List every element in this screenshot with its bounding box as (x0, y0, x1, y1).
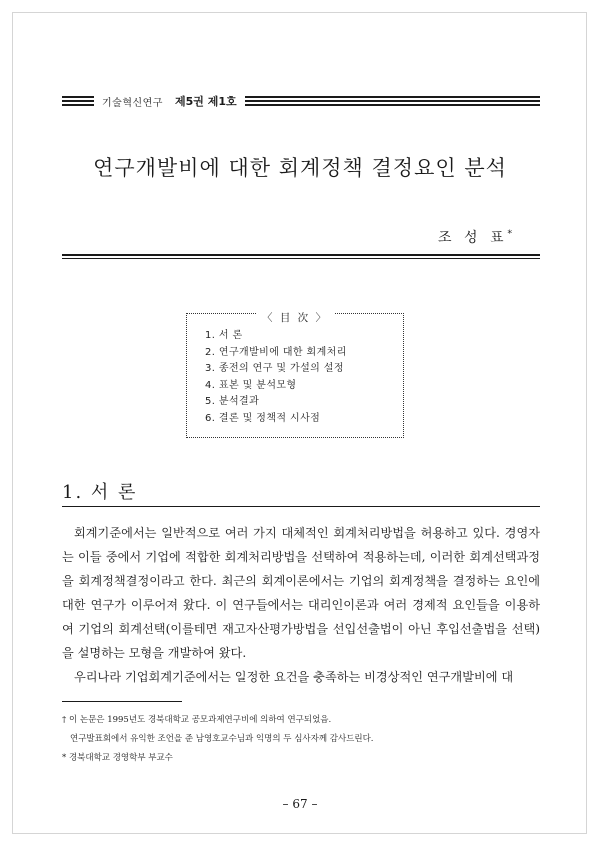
title-rule-thin (62, 258, 540, 259)
footnote-rule (62, 701, 182, 702)
paragraph: 우리나라 기업회계기준에서는 일정한 요건을 충족하는 비경상적인 연구개발비에 대 (74, 670, 514, 684)
author-mark: * (507, 229, 512, 240)
toc-item: 4. 표본 및 분석모형 (205, 379, 297, 391)
journal-name: 기술혁신연구 (102, 97, 163, 109)
author-name: 조 성 표 (438, 230, 508, 246)
section-heading: 1. 서 론 (62, 482, 138, 503)
footnote-affiliation: * 경북대학교 경영학부 부교수 (62, 753, 173, 763)
paragraph: 회계기준에서는 일반적으로 여러 가지 대체적인 회계처리방법을 허용하고 있다. 경영자는 이들 중에서 기업에 적합한 회계처리방법을 선택하여 적용하는데, 이러한 회계선택과정을 회계정책결정이라고 한다. 최근의 회계이론에서는 기업의 회계정책을 결정하는 요인에 대한 연구가 이루어져 왔다. 이 연구들에서는 대리인이론과 여러 경제적 요인들을 이용하여 기업의 회계선택(이를테면 재고자산평가방법을 선입선출법이 아닌 후입선출법을 선택)을 설명하는 모형을 개발하여 왔다. (62, 526, 540, 660)
toc-item: 5. 분석결과 (205, 396, 260, 408)
header-rule-right (245, 96, 540, 106)
toc-item: 1. 서 론 (205, 330, 243, 341)
paper-title: 연구개발비에 대한 회계정책 결정요인 분석 (93, 156, 507, 180)
footnotes (62, 711, 540, 768)
toc-item: 6. 결론 및 정책적 시사점 (205, 412, 321, 424)
toc-heading: 〈 目 次 〉 (256, 312, 334, 324)
toc-list (187, 314, 403, 428)
title-rule-thick (62, 254, 540, 256)
issue-number: 제5권 제1호 (174, 95, 237, 108)
table-of-contents (186, 313, 404, 438)
body-text (62, 521, 540, 689)
toc-item: 2. 연구개발비에 대한 회계처리 (205, 346, 347, 358)
page-number: – 67 – (282, 797, 318, 811)
section-rule (62, 506, 540, 507)
footnote-acknowledgement: 연구발표회에서 유익한 조언을 준 남영호교수님과 익명의 두 심사자께 감사드린다. (70, 734, 374, 744)
author-line (438, 227, 512, 247)
header-rule-left (62, 96, 94, 106)
footnote-funding: † 이 논문은 1995년도 경북대학교 공모과제연구비에 의하여 연구되었음. (62, 715, 332, 725)
running-header (62, 94, 540, 108)
toc-item: 3. 종전의 연구 및 가설의 설정 (205, 363, 344, 375)
